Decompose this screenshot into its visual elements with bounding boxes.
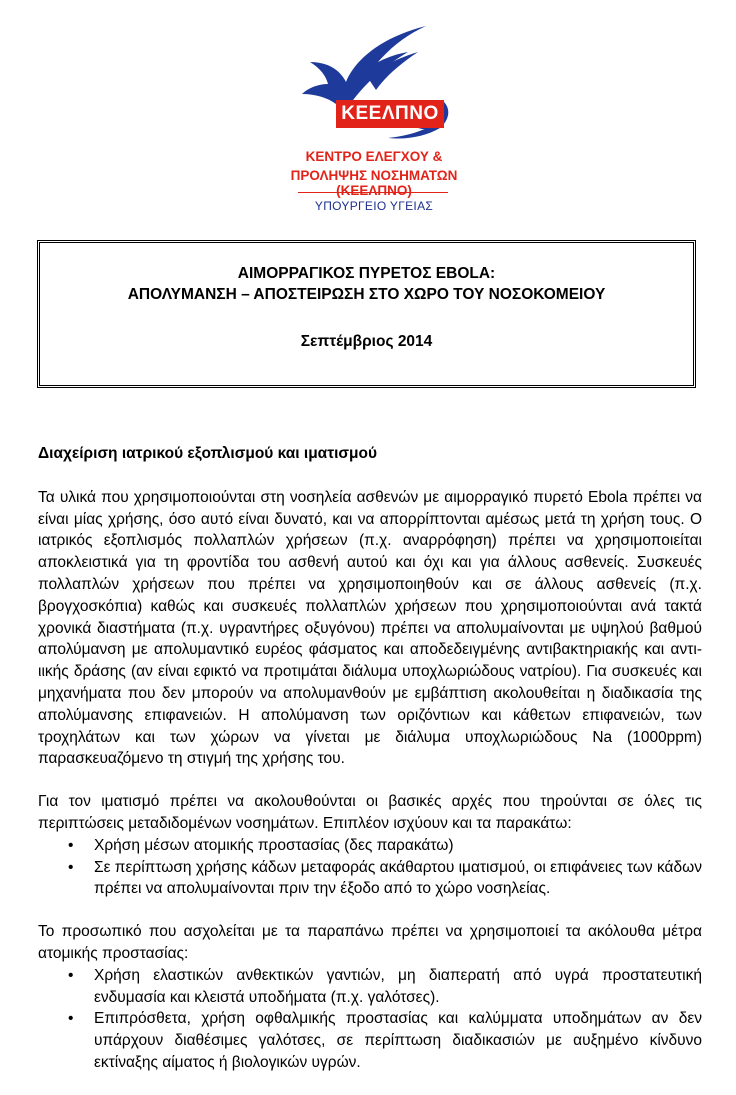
list-item bbox=[38, 1008, 702, 1073]
list-item bbox=[38, 965, 702, 1009]
list-item bbox=[38, 835, 702, 857]
bullet-icon: • bbox=[68, 836, 74, 854]
title-line-1: ΑΙΜΟΡΡΑΓΙΚΟΣ ΠΥΡΕΤΟΣ EBOLA: bbox=[237, 265, 496, 282]
list-item-text: Χρήση ελαστικών ανθεκτικών γαντιών, μη διαπερατή από υγρά προστατευτική ενδυμασία και κλειστά υποδήματα (π.χ. γαλότσες). bbox=[94, 966, 702, 1006]
paragraph-staff-protection: Το προσωπικό που ασχολείται με τα παραπάνω πρέπει να χρησιμοποιεί τα ακόλουθα μέτρα ατομικής προστασίας: bbox=[38, 923, 702, 962]
ministry-name: ΥΠΟΥΡΓΕΙΟ ΥΓΕΙΑΣ bbox=[314, 199, 434, 213]
organization-name-line-2: ΠΡΟΛΗΨΗΣ ΝΟΣΗΜΑΤΩΝ (ΚΕΕΛΠΝΟ) bbox=[290, 168, 458, 198]
organization-logo bbox=[258, 18, 490, 223]
list-item-text: Χρήση μέσων ατομικής προστασίας (δες παρακάτω) bbox=[94, 836, 454, 854]
title-box bbox=[37, 240, 696, 388]
title-line-2: ΑΠΟΛΥΜΑΝΣΗ – ΑΠΟΣΤΕΙΡΩΣΗ ΣΤΟ ΧΩΡΟ ΤΟΥ ΝΟΣΟΚΟΜΕΙΟΥ bbox=[127, 286, 606, 303]
brand-name: ΚΕΕΛΠΝΟ bbox=[336, 100, 444, 128]
section-heading: Διαχείριση ιατρικού εξοπλισμού και ιματισμού bbox=[38, 445, 378, 462]
paragraph-equipment: Τα υλικά που χρησιμοποιούνται στη νοσηλεία ασθενών με αιμορραγικό πυρετό Ebola πρέπει να είναι μίας χρήσης, όσο αυτό είναι δυνατό, και να απορρίπτονται αμέσως μετά τη χρήση τους. Ο ιατρικός εξοπλισμός πολλαπλών χρήσεων (π.χ. αναρρόφηση) πρέπει να χρησιμοποιείται αποκλειστικά για τη φροντίδα του ασθενή αυτού και όχι και για άλλους ασθενείς. Συσκευές πολλαπλών χρήσεων που πρέπει να χρησιμοποιηθούν και σε άλλους ασθενείς (π.χ. βρογχοσκόπια) καθώς και συσκευές πολλαπλών χρήσεων που χρησιμοποιούνται ανά τακτά χρονικά διαστήματα (π.χ. υγραντήρες οξυγόνου) πρέπει να απολυμαίνονται με υψηλού βαθμού απολύμανση με απολυμαντικό ευρέος φάσματος και αποδεδειγμένης αντιβακτηριακής και αντι-ιικής δράσης (αν είναι εφικτό να προτιμάται διάλυμα υποχλωριώδους νατρίου). Για συσκευές και μηχανήματα που δεν μπορούν να απολυμανθούν με εμβάπτιση ακολουθείται η διαδικασία της απολύμανσης επιφανειών. Η απολύμανση των οριζόντιων και κάθετων επιφανειών, των τροχηλάτων και των χώρων να γίνεται με διάλυμα υποχλωριώδους Na (1000ppm) παρασκευαζόμενο τη στιγμή της χρήσης του. bbox=[38, 488, 702, 768]
bullet-icon: • bbox=[68, 1010, 74, 1028]
paragraph-linen: Για τον ιματισμό πρέπει να ακολουθούνται οι βασικές αρχές που τηρούνται σε όλες τις περιπτώσεις μεταδιδομένων νοσημάτων. Επιπλέον ισχύουν και τα παρακάτω: bbox=[38, 793, 702, 832]
document-title bbox=[40, 263, 693, 305]
logo-divider bbox=[298, 192, 448, 193]
protection-list bbox=[38, 965, 702, 1074]
linen-list bbox=[38, 835, 702, 900]
list-item-text: Σε περίπτωση χρήσης κάδων μεταφοράς ακάθαρτου ιματισμού, οι επιφάνειες των κάδων πρέπει να απολυμαίνονται πριν την έξοδο από το χώρο νοσηλείας. bbox=[94, 858, 702, 898]
bullet-icon: • bbox=[68, 966, 74, 984]
organization-name-line-1: ΚΕΝΤΡΟ ΕΛΕΓΧΟΥ & bbox=[305, 149, 443, 164]
list-item-text: Επιπρόσθετα, χρήση οφθαλμικής προστασίας και καλύμματα υποδημάτων αν δεν υπάρχουν διαθέσιμες γαλότσες, σε περίπτωση διαδικασιών με αυξημένο κίνδυνο εκτίναξης αίματος ή βιολογικών υγρών. bbox=[94, 1010, 702, 1071]
list-item bbox=[38, 857, 702, 901]
bullet-icon: • bbox=[68, 858, 74, 876]
dove-icon bbox=[258, 18, 490, 148]
document-date: Σεπτέμβριος 2014 bbox=[300, 333, 433, 350]
document-body bbox=[38, 443, 702, 1095]
